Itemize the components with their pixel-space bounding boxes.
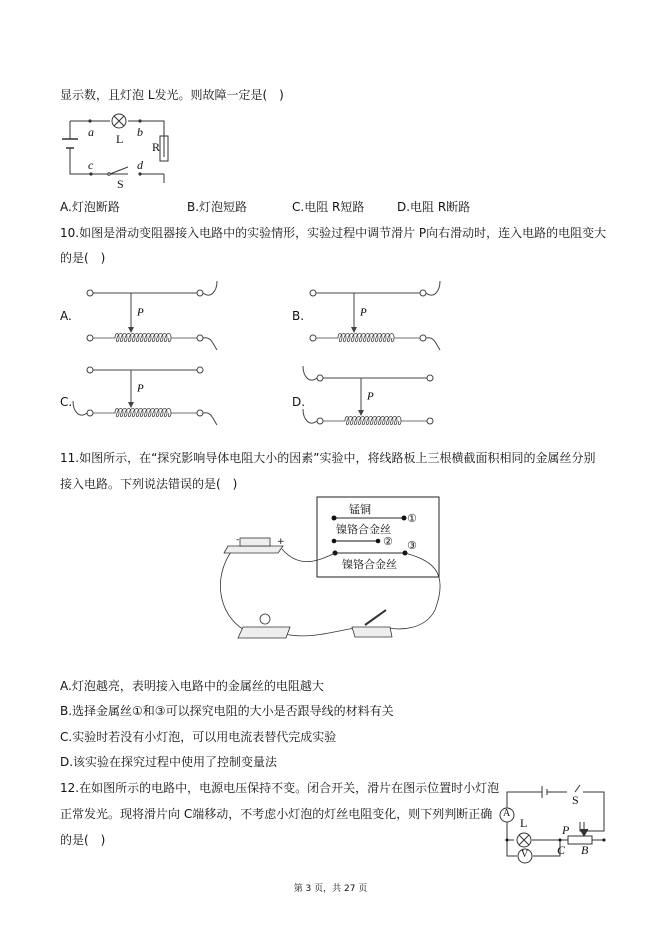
q12-ammeter-label: A [503,808,511,819]
q9-label-lamp: L [116,132,124,146]
q12-voltmeter-label: V [521,849,529,860]
slider-label: P [367,390,374,403]
q12-end-c-label: C [557,843,566,857]
q9-label-a: a [88,125,94,139]
q12-slider-label: P [562,823,570,837]
slider-label: P [137,306,144,319]
q9-label-switch: S [117,177,124,191]
q9-text-tail: 显示数，且灯泡 L发光。则故障一定是( ) [60,88,284,102]
q11-option-b[interactable]: B.选择金属丝①和③可以探究电阻的大小是否跟导线的材料有关 [60,704,394,718]
q11-option-d[interactable]: D.该实验在探究过程中使用了控制变量法 [60,755,278,769]
q11-wire3-label: 镍铬合金丝 [342,558,397,571]
q10-label-a[interactable]: A. [60,309,72,323]
q11-option-a[interactable]: A.灯泡越亮，表明接入电路中的金属丝的电阻越大 [60,679,324,693]
q11-battery-minus: - [236,535,240,545]
q10-label-b[interactable]: B. [292,309,305,323]
q9-label-d: d [137,158,143,172]
q9-option-b[interactable]: B.灯泡短路 [187,200,248,214]
q11-wire1-label: 锰铜 [349,503,371,516]
q10-line1: 10.如图是滑动变阻器接入电路中的实验情形，实验过程中调节滑片 P向右滑动时，连入电路的电阻变大 [60,226,607,240]
q12-line2: 正常发光。现将滑片向 C端移动，不考虑小灯泡的灯丝电阻变化，则下列判断正确 [60,807,493,821]
q11-wire2-number: ② [383,535,393,548]
q10-label-c[interactable]: C. [60,395,73,409]
q11-line2: 接入电路。下列说法错误的是( ) [60,477,238,491]
q11-battery-plus: + [277,537,285,547]
q9-label-c: c [88,158,94,172]
q11-option-c[interactable]: C.实验时若没有小灯泡，可以用电流表替代完成实验 [60,730,337,744]
q9-option-c[interactable]: C.电阻 R短路 [292,200,365,214]
q10-label-d[interactable]: D. [292,395,306,409]
q12-end-b-label: B [581,843,589,857]
q11-wire3-number: ③ [407,539,417,552]
slider-label: P [137,382,144,395]
q9-option-d[interactable]: D.电阻 R断路 [397,200,471,214]
q11-wire2-label: 镍铬合金丝 [336,523,391,536]
q12-line3: 的是( ) [60,833,106,847]
page-footer: 第 3 页，共 27 页 [293,884,368,894]
q9-label-b: b [137,125,143,139]
q9-label-r: R [152,140,161,154]
q12-lamp-label: L [520,816,528,830]
q10-line2: 的是( ) [60,251,106,265]
q9-option-a[interactable]: A.灯泡断路 [60,200,120,214]
q12-line1: 12.在如图所示的电路中，电源电压保持不变。闭合开关，滑片在图示位置时小灯泡 [60,781,500,795]
slider-label: P [360,306,367,319]
q12-switch-label: S [572,793,579,807]
q11-wire1-number: ① [407,512,417,525]
q11-line1: 11.如图所示，在“探究影响导体电阻大小的因素”实验中，将线路板上三根横截面积相同的金属丝分别 [60,451,596,465]
